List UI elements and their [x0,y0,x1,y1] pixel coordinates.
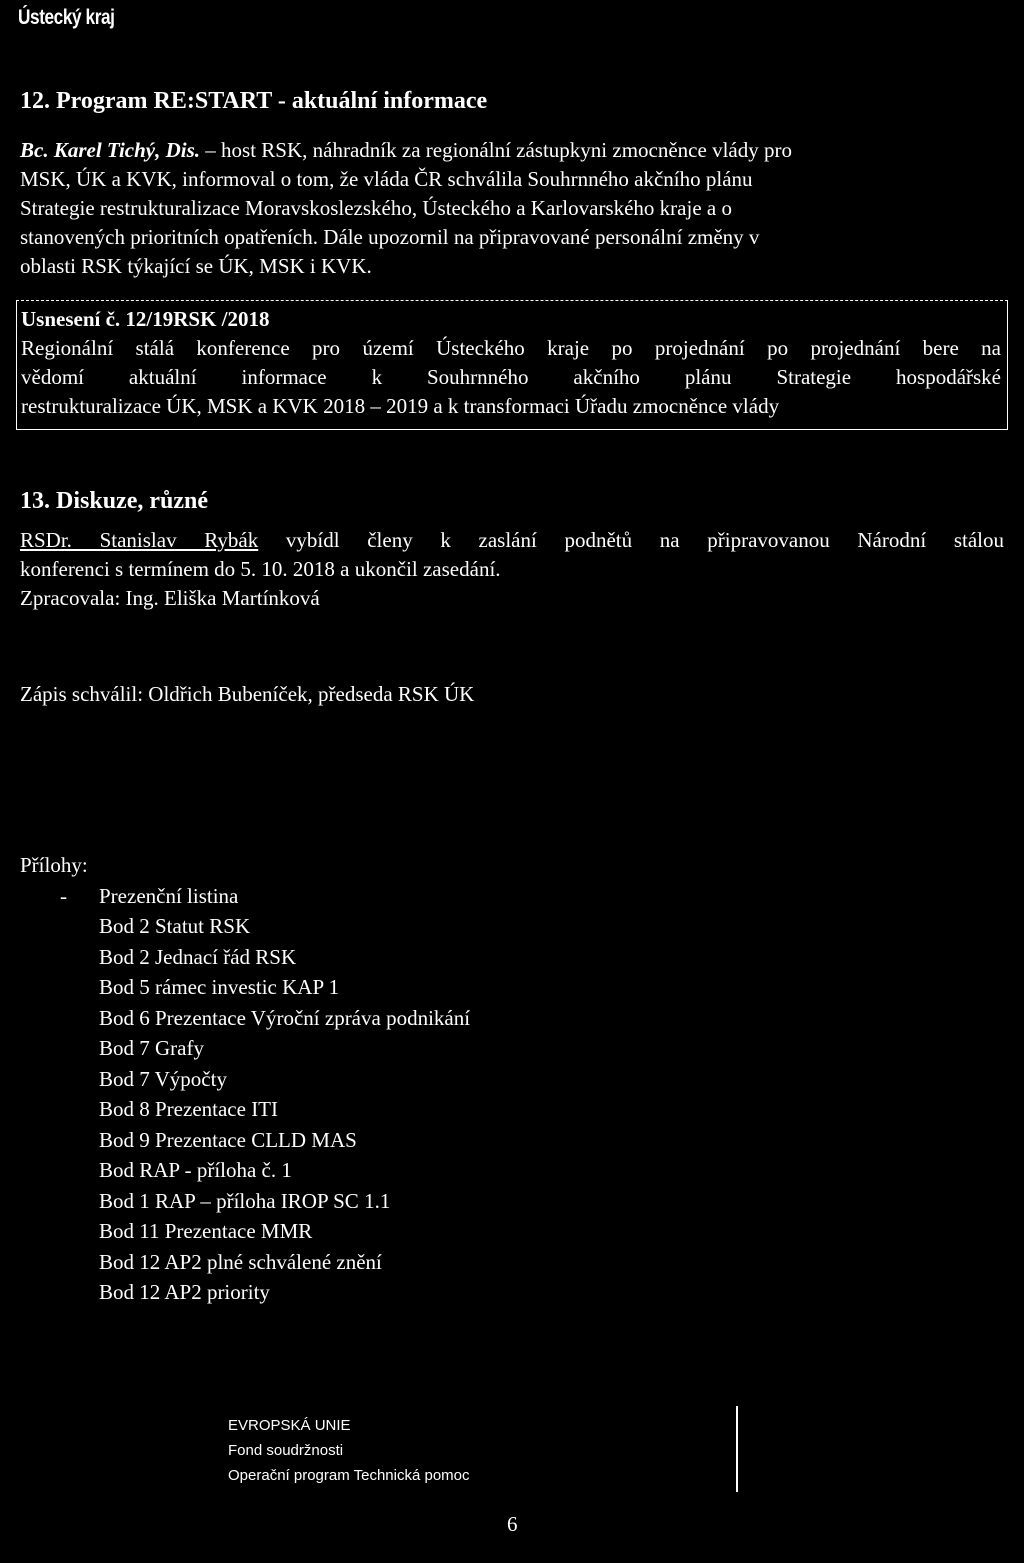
section-12-line-3: Strategie restrukturalizace Moravskoslezského, Ústeckého a Karlovarského kraje a o [20,196,732,220]
section-12-line-4: stanovených prioritních opatřeních. Dále upozornil na připravované personální změny v [20,225,760,249]
list-item: Bod 7 Grafy [99,1036,204,1060]
list-item: Bod 1 RAP – příloha IROP SC 1.1 [99,1188,391,1213]
section-12-line-1: Bc. Karel Tichý, Dis. – host RSK, náhradník za regionální zástupkyni zmocněnce vlády pro [20,138,792,162]
footer-divider [736,1406,738,1492]
page-number: 6 [507,1512,518,1536]
prepared-by: Zpracovala: Ing. Eliška Martínková [20,586,320,610]
resolution-line-2: vědomí aktuální informace k Souhrnného akčního plánu Strategie hospodářské [21,365,1001,389]
section-13-body [20,526,1004,613]
resolution-title: Usnesení č. 12/19RSK /2018 [21,307,270,331]
attachments-list [20,850,470,1308]
section-12-title: 12. Program RE:START - aktuální informace [20,88,488,114]
list-item: Bod 8 Prezentace ITI [99,1097,279,1121]
list-item: Bod 12 AP2 priority [99,1280,270,1304]
section-12-line-5: oblasti RSK týkající se ÚK, MSK i KVK. [20,254,372,278]
list-item: Bod RAP - příloha č. 1 [99,1158,292,1182]
list-item: Bod 9 Prezentace CLLD MAS [99,1127,357,1152]
section-13-line-1: RSDr. Stanislav Rybák vybídl členy k zaslání podnětů na připravovanou Národní stálou [20,528,1004,552]
footer-line-2: Fond soudržnosti [228,1442,344,1459]
list-item: Bod 12 AP2 plné schválené znění [99,1249,382,1274]
list-dash: - [60,883,67,908]
section-12-body [20,136,1004,281]
resolution-line-3: restrukturalizace ÚK, MSK a KVK 2018 – 2019 a k transformaci Úřadu zmocněnce vlády [21,394,780,418]
list-item: Bod 2 Jednací řád RSK [99,944,297,969]
list-item: Bod 11 Prezentace MMR [99,1219,313,1243]
list-item: Bod 2 Statut RSK [99,914,251,938]
resolution-box [16,300,1008,430]
footer-line-3: Operační program Technická pomoc [228,1467,470,1484]
list-item: Bod 6 Prezentace Výroční zpráva podnikání [99,1005,471,1030]
section-13-line-2: konferenci s termínem do 5. 10. 2018 a ukončil zasedání. [20,557,501,581]
section-12-line-2: MSK, ÚK a KVK, informoval o tom, že vláda ČR schválila Souhrnného akčního plánu [20,167,753,191]
speaker-name: Bc. Karel Tichý, Dis. [20,138,201,162]
list-item: Prezenční listina [99,883,239,908]
header-brand: Ústecký kraj [18,6,115,29]
resolution-line-1: Regionální stálá konference pro území Ústeckého kraje po projednání po projednání bere na [21,336,1001,360]
section-13-title: 13. Diskuze, různé [20,488,208,514]
list-item: Bod 7 Výpočty [99,1066,227,1091]
attachments-heading: Přílohy: [20,853,88,877]
speaker-name-13: RSDr. Stanislav Rybák [20,528,259,552]
approval-line: Zápis schválil: Oldřich Bubeníček, předseda RSK ÚK [20,682,475,706]
eu-footer [228,1413,470,1488]
list-item: Bod 5 rámec investic KAP 1 [99,975,340,999]
footer-line-1: EVROPSKÁ UNIE [228,1417,351,1434]
